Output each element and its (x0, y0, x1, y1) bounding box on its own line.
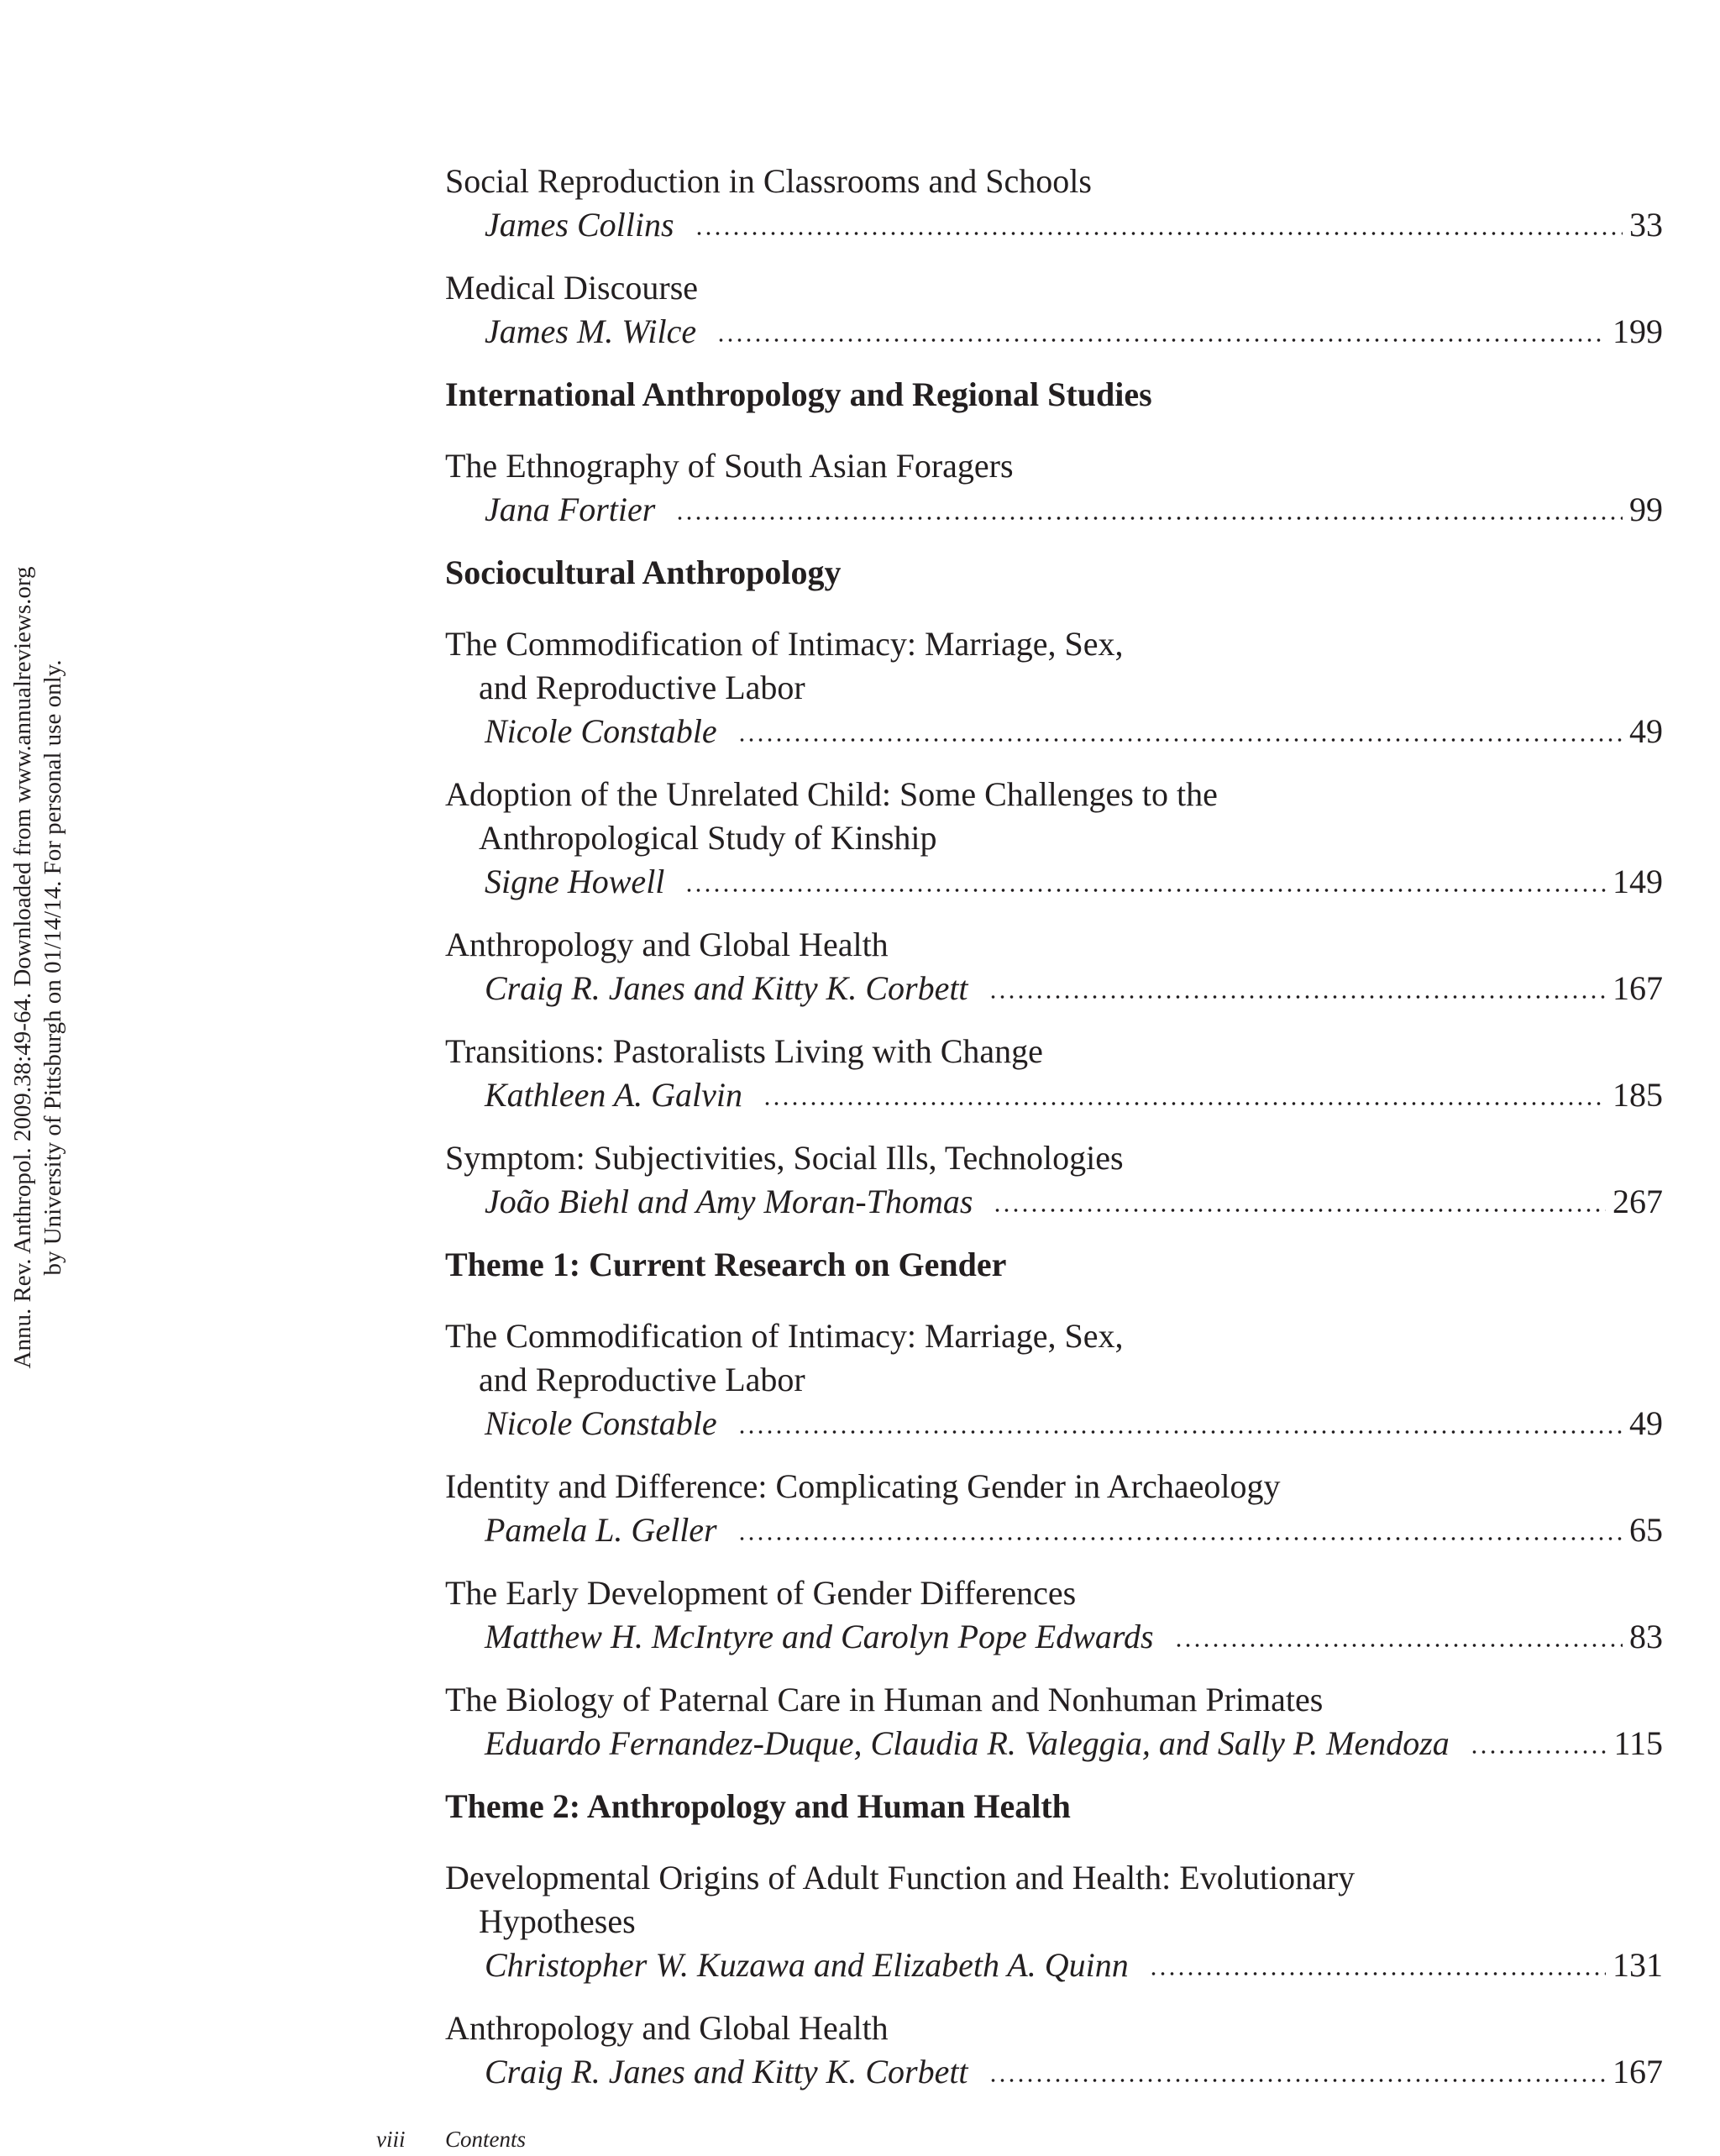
entry-author: James M. Wilce (485, 312, 697, 350)
toc-entry[interactable] (445, 1571, 1663, 1659)
entry-page-number: 99 (1629, 490, 1663, 528)
dot-leader (1149, 1968, 1606, 1976)
toc-entry[interactable] (445, 622, 1663, 753)
entry-page-number: 149 (1612, 863, 1663, 900)
entry-title (445, 1856, 1663, 1944)
entry-page-number: 115 (1613, 1724, 1663, 1762)
toc-entry[interactable] (445, 1136, 1663, 1224)
entry-author: Craig R. Janes and Kitty K. Corbett (485, 969, 968, 1007)
entry-author: Kathleen A. Galvin (485, 1076, 742, 1114)
entry-title-line: Anthropology and Global Health (445, 2009, 889, 2047)
download-notice-line-2: by University of Pittsburgh on 01/14/14. For personal use only. (39, 659, 66, 1276)
entry-title (445, 923, 1663, 967)
running-head: Contents (445, 2127, 527, 2152)
toc-entry[interactable] (445, 773, 1663, 904)
toc-entry[interactable] (445, 266, 1663, 354)
section-heading: Theme 1: Current Research on Gender (445, 1246, 1007, 1283)
entry-page-number: 49 (1629, 1404, 1663, 1442)
entry-author: João Biehl and Amy Moran-Thomas (485, 1183, 973, 1220)
entry-page-number: 65 (1629, 1511, 1663, 1549)
entry-title (445, 266, 1663, 310)
entry-author: Pamela L. Geller (485, 1511, 717, 1549)
entry-page-number: 33 (1629, 206, 1663, 244)
entry-author-row (445, 1722, 1663, 1765)
entry-title-line: Symptom: Subjectivities, Social Ills, Technologies (445, 1139, 1124, 1177)
entry-author: Eduardo Fernandez-Duque, Claudia R. Valeggia, and Sally P. Mendoza (485, 1724, 1450, 1762)
dot-leader (1470, 1746, 1607, 1755)
entry-title-line: The Commodification of Intimacy: Marriage, Sex, (445, 1317, 1124, 1355)
dot-leader (988, 2075, 1606, 2083)
section-heading: Theme 2: Anthropology and Human Health (445, 1787, 1071, 1825)
dot-leader (1174, 1639, 1623, 1648)
entry-author-row (445, 1944, 1663, 1987)
entry-title-line: Adoption of the Unrelated Child: Some Challenges to the (445, 775, 1218, 813)
dot-leader (993, 1204, 1606, 1213)
toc-entry[interactable] (445, 923, 1663, 1010)
entry-author-row (445, 488, 1663, 532)
toc-entry[interactable] (445, 2006, 1663, 2094)
entry-title-line: Medical Discourse (445, 269, 699, 307)
entry-title-line: Developmental Origins of Adult Function and Health: Evolutionary (445, 1859, 1356, 1896)
entry-author: James Collins (485, 206, 674, 244)
entry-author-row (445, 860, 1663, 904)
toc-entry[interactable] (445, 1465, 1663, 1552)
dot-leader (675, 512, 1623, 521)
entry-title-line: The Ethnography of South Asian Foragers (445, 447, 1014, 485)
entry-title (445, 773, 1663, 860)
entry-author: Signe Howell (485, 863, 665, 900)
entry-title (445, 2006, 1663, 2050)
entry-title (445, 1314, 1663, 1402)
entry-title-line: Hypotheses (479, 1902, 636, 1940)
dot-leader (988, 991, 1606, 999)
entry-page-number: 199 (1612, 312, 1663, 350)
entry-author-row (445, 2050, 1663, 2094)
entry-author-row (445, 203, 1663, 247)
entry-title-line: and Reproductive Labor (479, 1361, 805, 1398)
entry-author: Nicole Constable (485, 1404, 717, 1442)
entry-title (445, 1030, 1663, 1073)
entry-author: Jana Fortier (485, 490, 656, 528)
table-of-contents (445, 160, 1663, 2113)
entry-author: Craig R. Janes and Kitty K. Corbett (485, 2053, 968, 2090)
dot-leader (737, 734, 1623, 742)
entry-author-row (445, 710, 1663, 753)
entry-author: Matthew H. McIntyre and Carolyn Pope Edwards (485, 1618, 1154, 1655)
entry-author: Christopher W. Kuzawa and Elizabeth A. Quinn (485, 1946, 1129, 1984)
entry-title-line: The Commodification of Intimacy: Marriage, Sex, (445, 625, 1124, 663)
section-heading: Sociocultural Anthropology (445, 553, 842, 591)
entry-title-line: Anthropological Study of Kinship (479, 819, 937, 857)
toc-entry[interactable] (445, 1314, 1663, 1445)
entry-title (445, 1136, 1663, 1180)
entry-page-number: 167 (1612, 2053, 1663, 2090)
entry-page-number: 83 (1629, 1618, 1663, 1655)
entry-author: Nicole Constable (485, 712, 717, 750)
entry-author-row (445, 1615, 1663, 1659)
entry-title (445, 160, 1663, 203)
entry-author-row (445, 310, 1663, 354)
dot-leader (695, 228, 1623, 236)
toc-entry[interactable] (445, 1856, 1663, 1987)
toc-entry[interactable] (445, 444, 1663, 532)
entry-title (445, 1465, 1663, 1508)
download-notice-text (8, 567, 69, 1369)
toc-entry[interactable] (445, 1678, 1663, 1765)
entry-title (445, 1571, 1663, 1615)
entry-title-line: Transitions: Pastoralists Living with Change (445, 1032, 1043, 1070)
page-number: viii (376, 2127, 406, 2152)
entry-title-line: Social Reproduction in Classrooms and Schools (445, 162, 1092, 200)
entry-author-row (445, 1402, 1663, 1445)
dot-leader (684, 884, 1606, 893)
entry-title-line: The Early Development of Gender Differences (445, 1574, 1077, 1612)
dot-leader (716, 334, 1606, 343)
entry-title-line: and Reproductive Labor (479, 669, 805, 706)
entry-page-number: 185 (1612, 1076, 1663, 1114)
entry-page-number: 167 (1612, 969, 1663, 1007)
entry-title (445, 444, 1663, 488)
entry-page-number: 131 (1612, 1946, 1663, 1984)
dot-leader (737, 1533, 1623, 1541)
entry-title-line: Anthropology and Global Health (445, 926, 889, 963)
entry-title (445, 622, 1663, 710)
entry-page-number: 49 (1629, 712, 1663, 750)
entry-page-number: 267 (1612, 1183, 1663, 1220)
entry-author-row (445, 1180, 1663, 1224)
section-heading: International Anthropology and Regional Studies (445, 375, 1152, 413)
entry-title-line: Identity and Difference: Complicating Gender in Archaeology (445, 1467, 1281, 1505)
entry-author-row (445, 1073, 1663, 1117)
entry-author-row (445, 967, 1663, 1010)
entry-title-line: The Biology of Paternal Care in Human and Nonhuman Primates (445, 1681, 1324, 1718)
dot-leader (763, 1098, 1606, 1106)
download-notice-line-1: Annu. Rev. Anthropol. 2009.38:49-64. Downloaded from www.annualreviews.org (8, 566, 36, 1369)
toc-entry[interactable] (445, 1030, 1663, 1117)
toc-entry[interactable] (445, 160, 1663, 247)
dot-leader (737, 1426, 1623, 1435)
entry-title (445, 1678, 1663, 1722)
entry-author-row (445, 1508, 1663, 1552)
